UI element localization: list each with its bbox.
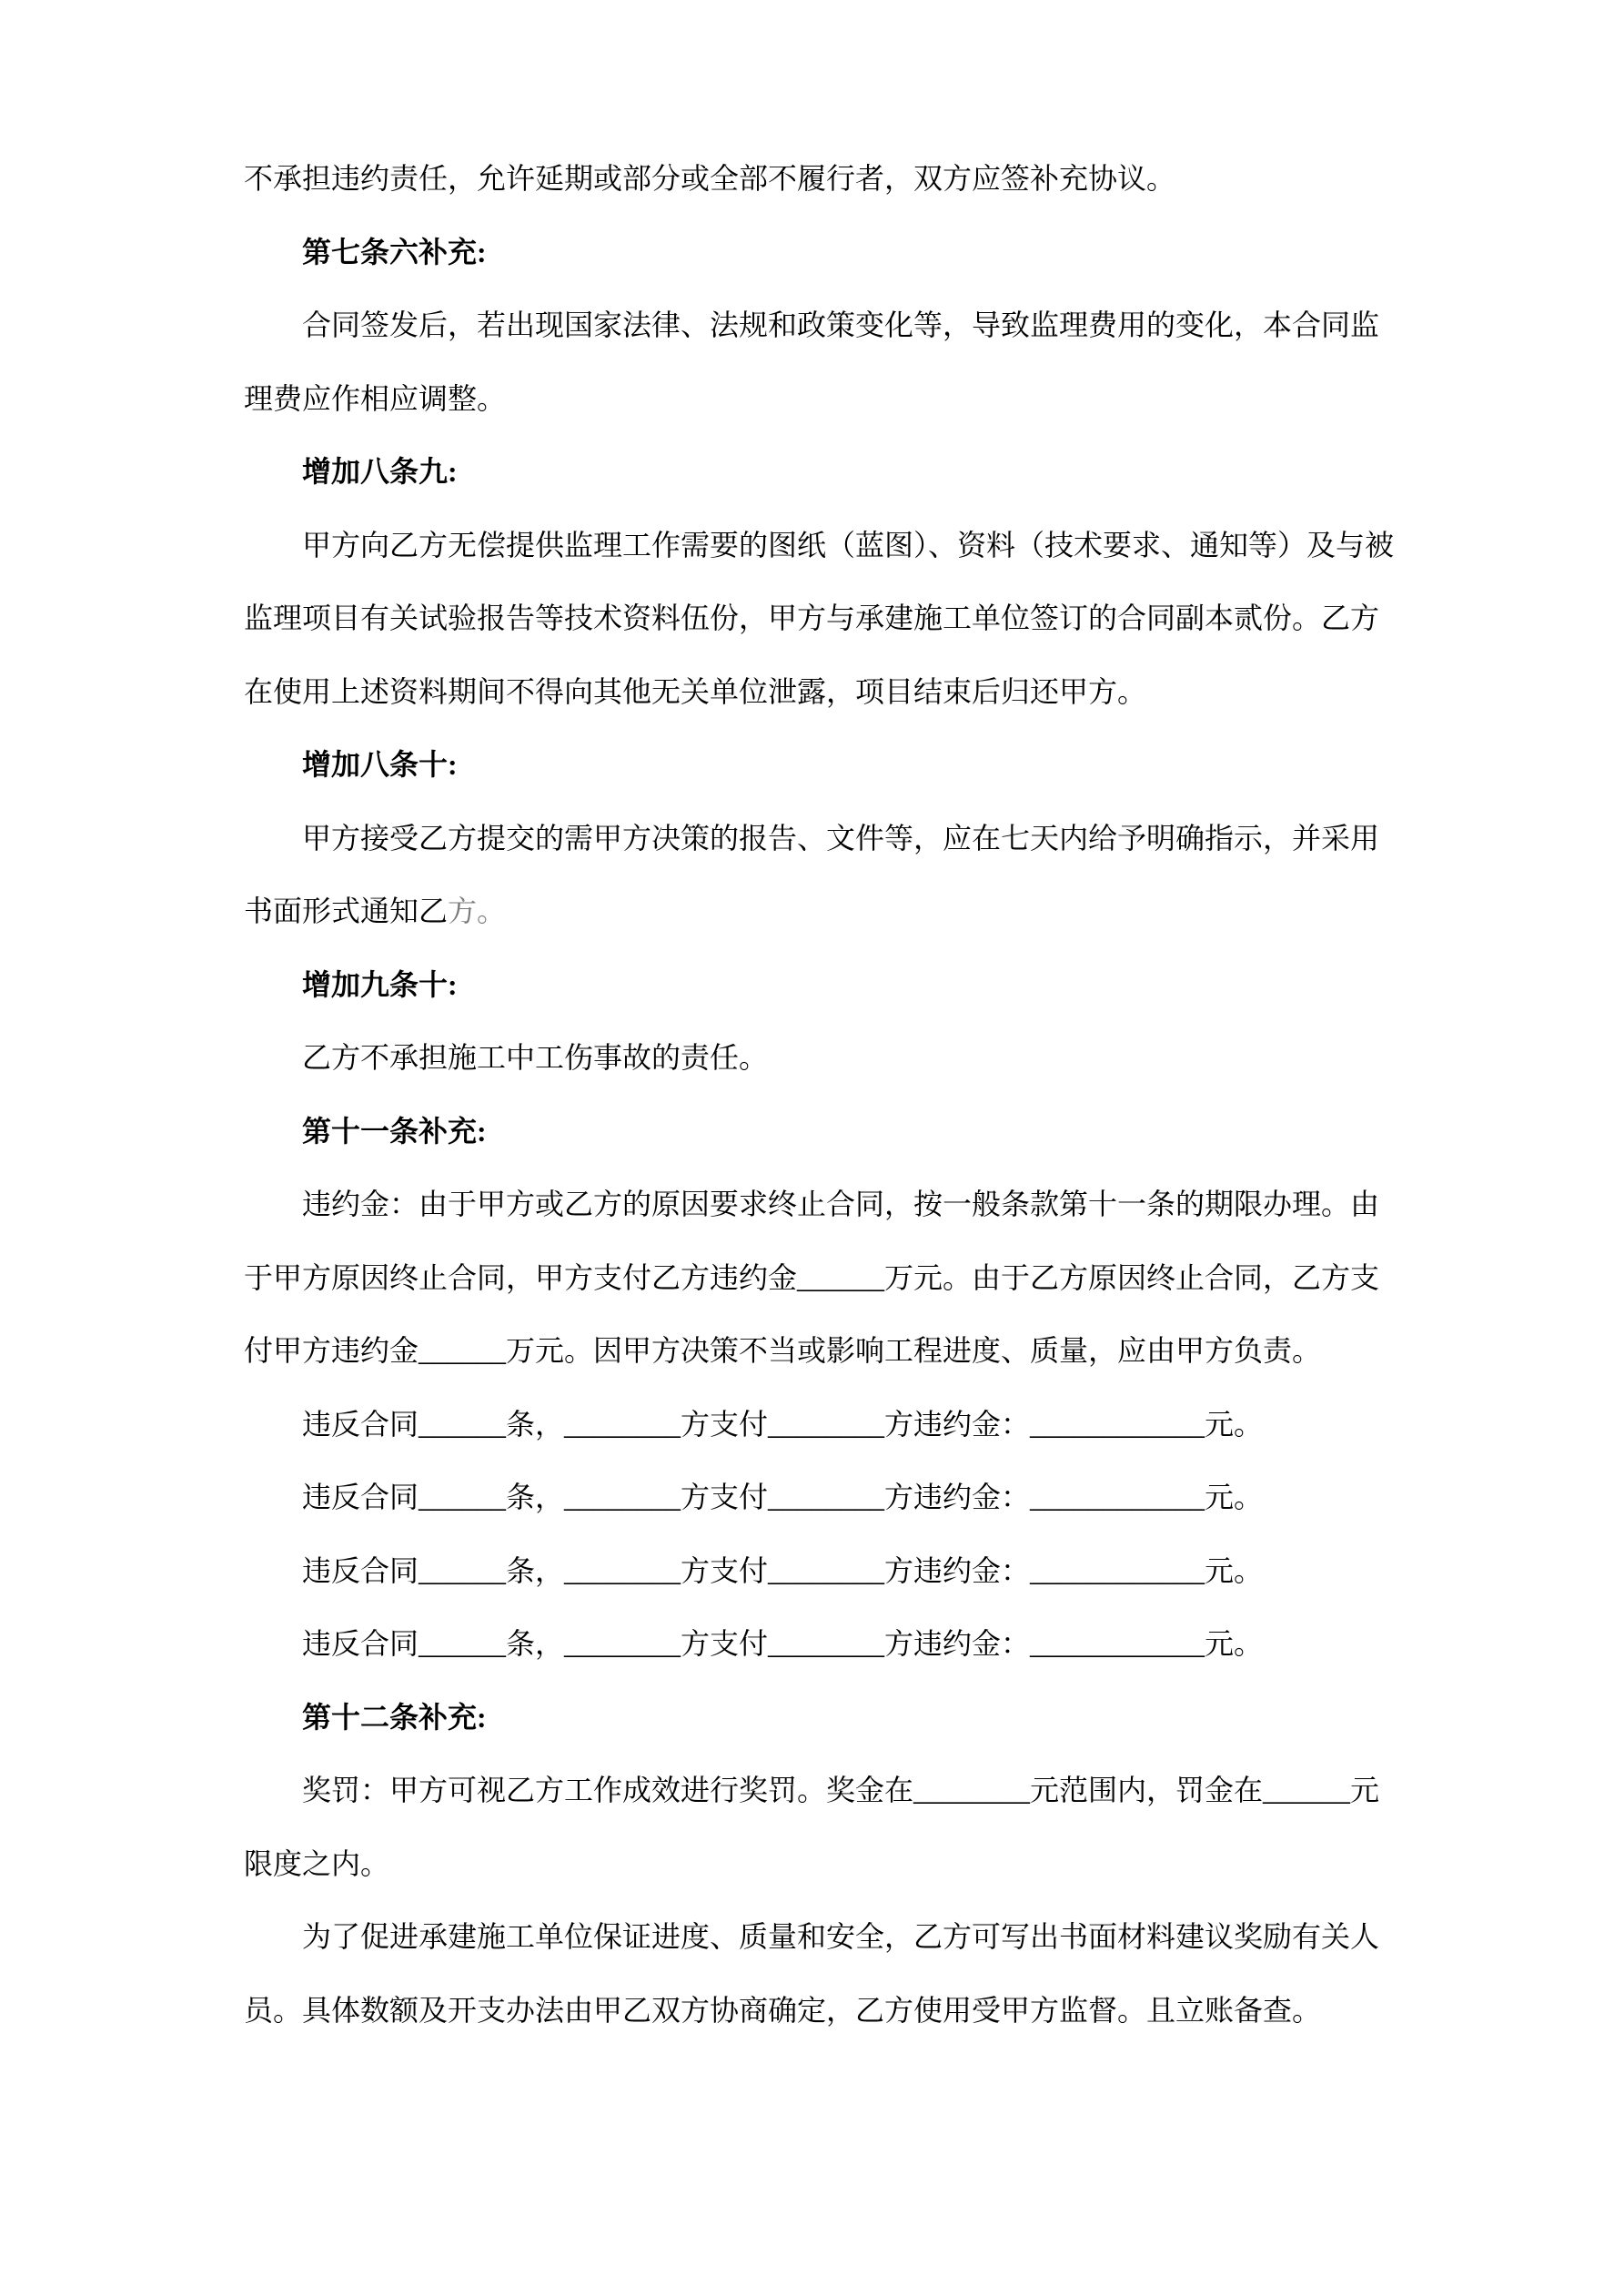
section-heading [244, 948, 1478, 1022]
text-line [244, 288, 1478, 362]
line-text: 奖罚：甲方可视乙方工作成效进行奖罚。奖金在________元范围内，罚金在______元 [302, 1774, 1380, 1806]
text-line [244, 582, 1478, 655]
section-heading [244, 1095, 1478, 1168]
section-heading [244, 435, 1478, 509]
text-line [244, 1607, 1478, 1681]
line-text: 不承担违约责任，允许延期或部分或全部不履行者，双方应签补充协议。 [244, 162, 1176, 195]
text-line [244, 142, 1478, 216]
section-heading [244, 1681, 1478, 1755]
text-line [244, 1388, 1478, 1462]
line-text: 理费应作相应调整。 [244, 381, 507, 415]
line-text: 第十一条补充: [302, 1114, 487, 1148]
line-text: 员。具体数额及开支办法由甲乙双方协商确定，乙方使用受甲方监督。且立账备查。 [244, 1993, 1322, 2027]
line-text: 增加八条九: [302, 455, 458, 488]
text-line [244, 1900, 1478, 1974]
text-line [244, 1827, 1478, 1901]
line-text: 增加八条十: [302, 748, 458, 781]
text-line [244, 802, 1478, 875]
line-text: 合同签发后，若出现国家法律、法规和政策变化等，导致监理费用的变化，本合同监 [302, 308, 1380, 341]
line-text: 付甲方违约金______万元。因甲方决策不当或影响工程进度、质量，应由甲方负责。 [244, 1334, 1322, 1367]
text-line [244, 1754, 1478, 1827]
line-text: 第十二条补充: [302, 1700, 487, 1734]
line-text: 违约金：由于甲方或乙方的原因要求终止合同，按一般条款第十一条的期限办理。由 [302, 1188, 1380, 1220]
text-line [244, 1314, 1478, 1388]
section-heading [244, 728, 1478, 802]
text-line [244, 1021, 1478, 1095]
line-text: 乙方不承担施工中工伤事故的责任。 [302, 1041, 769, 1074]
text-line [244, 509, 1478, 582]
line-text: 于甲方原因终止合同，甲方支付乙方违约金______万元。由于乙方原因终止合同，乙方支 [244, 1260, 1380, 1294]
line-text: 违反合同______条，________方支付________方违约金：____________元。 [302, 1481, 1264, 1513]
text-line [244, 1168, 1478, 1241]
line-text: 违反合同______条，________方支付________方违约金：____________元。 [302, 1627, 1264, 1660]
line-text: 监理项目有关试验报告等技术资料伍份，甲方与承建施工单位签订的合同副本贰份。乙方 [244, 602, 1380, 634]
text-line [244, 362, 1478, 436]
line-text: 违反合同______条，________方支付________方违约金：____________元。 [302, 1407, 1264, 1441]
line-text: 在使用上述资料期间不得向其他无关单位泄露，项目结束后归还甲方。 [244, 674, 1147, 708]
text-line [244, 1534, 1478, 1608]
line-text: 限度之内。 [244, 1846, 390, 1880]
line-text: 甲方向乙方无偿提供监理工作需要的图纸（蓝图）、资料（技术要求、通知等）及与被 [302, 528, 1395, 561]
line-text: 违反合同______条，________方支付________方违约金：____________元。 [302, 1553, 1264, 1587]
line-text: 书面形式通知乙 [244, 895, 449, 927]
line-text: 为了促进承建施工单位保证进度、质量和安全，乙方可写出书面材料建议奖励有关人 [302, 1920, 1380, 1953]
text-line [244, 1461, 1478, 1534]
text-line [244, 875, 1478, 948]
line-text: 第七条六补充: [302, 235, 487, 268]
text-line [244, 655, 1478, 729]
gray-line-text: 方。 [448, 895, 507, 927]
section-heading [244, 216, 1478, 289]
text-line [244, 1241, 1478, 1315]
line-text: 甲方接受乙方提交的需甲方决策的报告、文件等，应在七天内给予明确指示，并采用 [302, 821, 1380, 855]
line-text: 增加九条十: [302, 967, 458, 1001]
text-line [244, 1974, 1478, 2048]
